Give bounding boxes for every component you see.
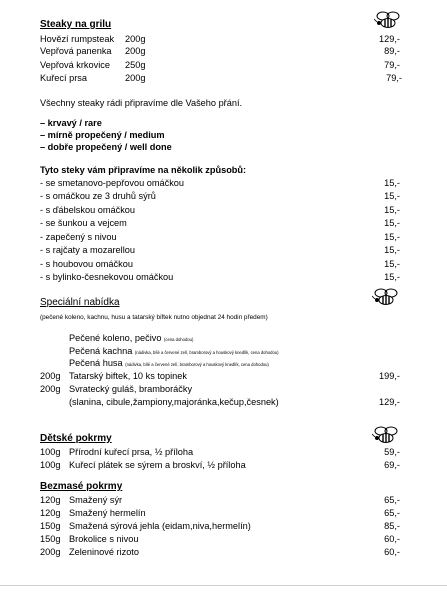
steak-item-name: Kuřecí prsa	[40, 73, 87, 83]
steak-item-price: 79,-	[384, 60, 400, 70]
kids-item-name: Přírodní kuřecí prsa, ½ příloha	[69, 447, 194, 457]
veg-item-weight: 120g	[40, 508, 61, 518]
special-item-detail: (nádivka, bílé a červené zelí, bramborový a houskový knedlík, cena dohodou)	[134, 350, 279, 355]
style-item-name: - se smetanovo-pepřovou omáčkou	[40, 178, 185, 188]
special-item-name: Pečená husa	[69, 358, 123, 368]
kids-item-name: Kuřecí plátek se sýrem a broskví, ½ příloha	[69, 460, 246, 470]
veg-item-weight: 150g	[40, 521, 61, 531]
special-item-detail: (cena dohodou)	[164, 337, 194, 342]
special-priced-name: Svratecký guláš, bramboráčky	[69, 384, 193, 394]
special-item-name: Pečená kachna	[69, 346, 133, 356]
special-item-detail: (nádivka, bílé a červené zelí, bramborový a houskový knedlík, cena dohodou)	[125, 362, 269, 367]
style-item-name: - s rajčaty a mozarellou	[40, 245, 135, 255]
gulas-detail: (slanina, cibule,žampiony,majoránka,kečup,česnek)	[69, 397, 279, 407]
veg-item-price: 60,-	[384, 534, 400, 544]
steak-item-price: 79,-	[386, 73, 402, 83]
style-item-price: 15,-	[384, 232, 400, 242]
styles-heading: Tyto steky vám připravíme na několik způsobů:	[40, 165, 247, 175]
veg-item-weight: 150g	[40, 534, 61, 544]
special-priced-weight: 200g	[40, 384, 61, 394]
bee-icon	[374, 11, 402, 29]
special-priced-weight: 200g	[40, 371, 61, 381]
style-item-name: - s bylinko-česnekovou omáčkou	[40, 272, 174, 282]
style-item-name: - zapečený s nivou	[40, 232, 117, 242]
steak-item-weight: 200g	[125, 34, 146, 44]
style-item-price: 15,-	[384, 178, 400, 188]
special-priced-price: 199,-	[379, 371, 400, 381]
special-item	[69, 332, 193, 346]
steak-item-price: 129,-	[379, 34, 400, 44]
steak-item-weight: 250g	[125, 60, 146, 70]
kids-item-price: 69,-	[384, 460, 400, 470]
section-title-bezmase: Bezmasé pokrmy	[40, 481, 123, 492]
style-item-price: 15,-	[384, 205, 400, 215]
style-item-name: - s houbovou omáčkou	[40, 259, 133, 269]
kids-item-weight: 100g	[40, 447, 61, 457]
steak-item-weight: 200g	[125, 46, 146, 56]
special-item-name: Pečené koleno, pečivo	[69, 333, 162, 343]
style-item-price: 15,-	[384, 191, 400, 201]
veg-item-price: 65,-	[384, 495, 400, 505]
page-bottom-divider	[0, 585, 447, 586]
veg-item-price: 60,-	[384, 547, 400, 557]
veg-item-name: Smažený hermelín	[69, 508, 146, 518]
veg-item-weight: 120g	[40, 495, 61, 505]
section-title-detske: Dětské pokrmy	[40, 433, 112, 444]
style-item-price: 15,-	[384, 259, 400, 269]
style-item-price: 15,-	[384, 218, 400, 228]
style-item-name: - se šunkou a vejcem	[40, 218, 127, 228]
kids-item-price: 59,-	[384, 447, 400, 457]
kids-item-weight: 100g	[40, 460, 61, 470]
veg-item-price: 65,-	[384, 508, 400, 518]
doneness-option: – dobře propečený / well done	[40, 142, 172, 152]
veg-item-name: Smažená sýrová jehla (eidam,niva,hermelín)	[69, 521, 251, 531]
steak-item-name: Hovězí rumpsteak	[40, 34, 115, 44]
style-item-price: 15,-	[384, 245, 400, 255]
steak-item-weight: 200g	[125, 73, 146, 83]
style-item-name: - s ďábelskou omáčkou	[40, 205, 136, 215]
section-title-specialni: Speciální nabídka	[40, 297, 120, 308]
veg-item-name: Smažený sýr	[69, 495, 123, 505]
veg-item-name: Zeleninové rizoto	[69, 547, 139, 557]
special-item	[69, 357, 269, 371]
specialni-note: (pečené koleno, kachnu, husu a tatarský biftek nutno objednat 24 hodin předem)	[40, 314, 268, 321]
bee-icon	[372, 426, 400, 444]
gulas-price: 129,-	[379, 397, 400, 407]
steak-item-name: Vepřová panenka	[40, 46, 112, 56]
veg-item-weight: 200g	[40, 547, 61, 557]
special-priced-name: Tatarský biftek, 10 ks topinek	[69, 371, 187, 381]
veg-item-name: Brokolice s nivou	[69, 534, 139, 544]
style-item-name: - s omáčkou ze 3 druhů sýrů	[40, 191, 156, 201]
style-item-price: 15,-	[384, 272, 400, 282]
steak-item-name: Vepřová krkovice	[40, 60, 110, 70]
doneness-option: – krvavý / rare	[40, 118, 102, 128]
steak-note: Všechny steaky rádi připravíme dle Vašeho přání.	[40, 98, 243, 108]
bee-icon	[372, 288, 400, 306]
veg-item-price: 85,-	[384, 521, 400, 531]
doneness-option: – mírně propečený / medium	[40, 130, 165, 140]
section-title-steaky: Steaky na grilu	[40, 19, 112, 30]
steak-item-price: 89,-	[384, 46, 400, 56]
